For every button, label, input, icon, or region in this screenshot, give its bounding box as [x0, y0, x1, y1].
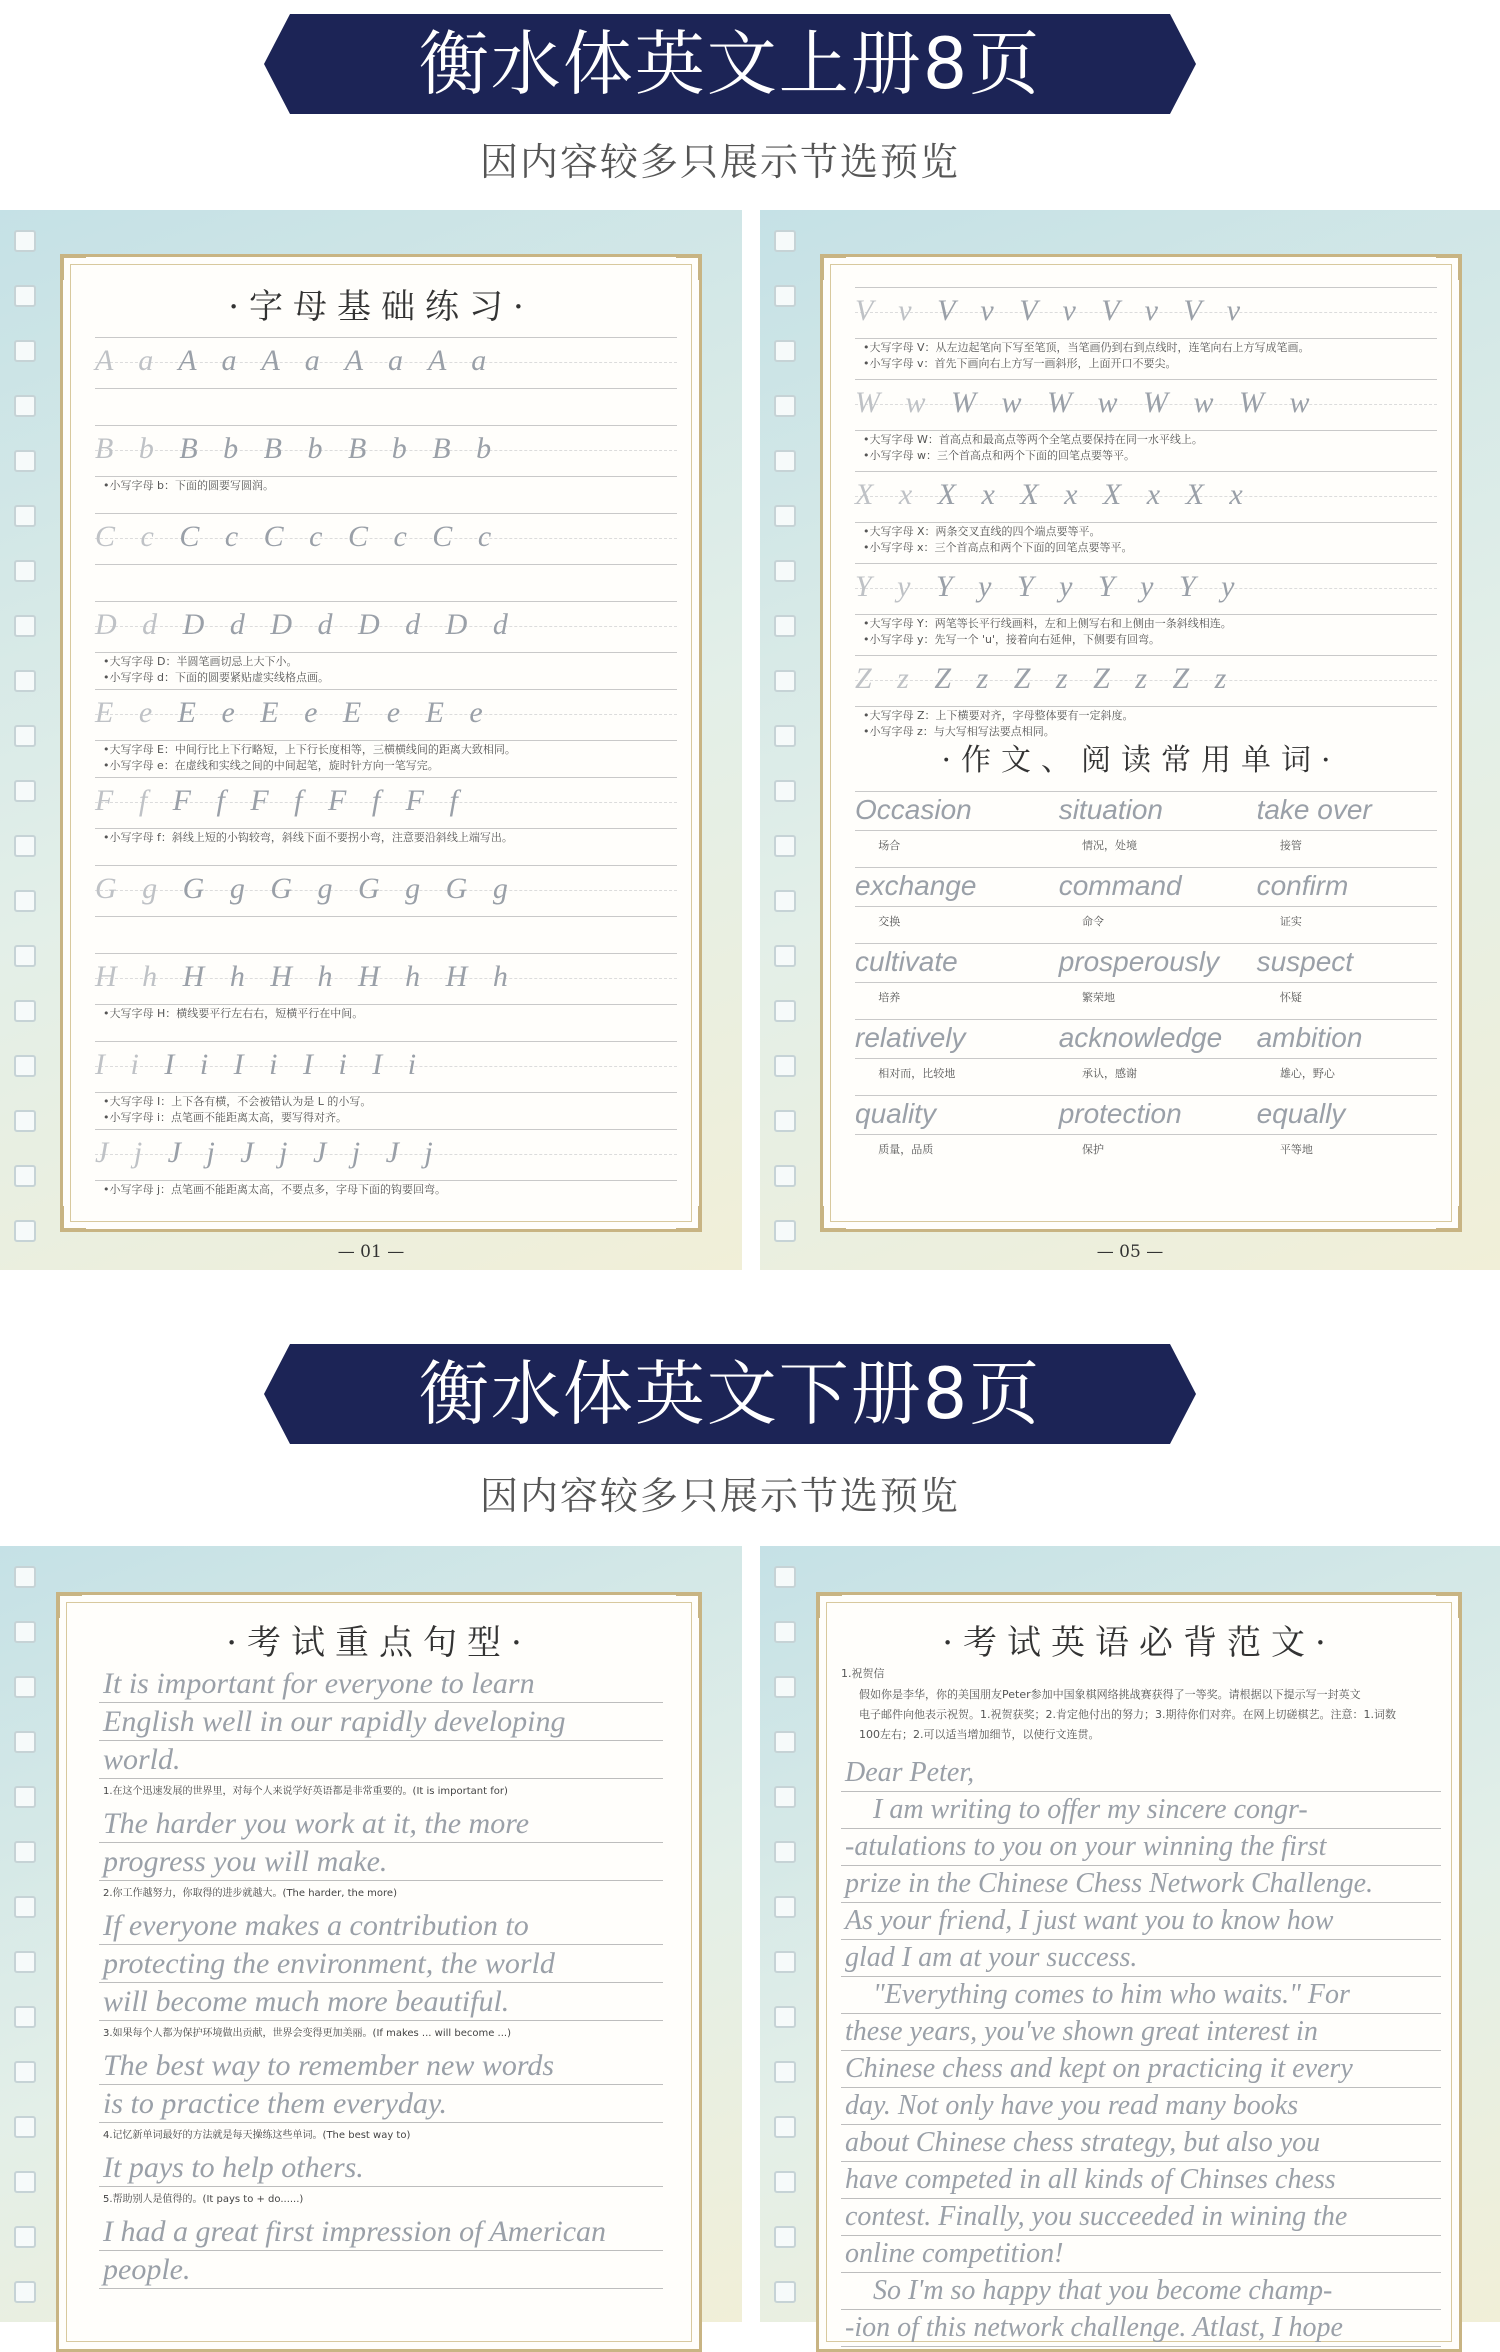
letter-practice — [95, 432, 677, 466]
copybook-sheet — [820, 254, 1462, 1232]
writing-line — [855, 563, 1437, 615]
essay-line: Chinese chess and kept on practicing it every — [841, 2051, 1441, 2088]
practice-letters: X x X x X x X x — [937, 478, 1243, 511]
binding-rings — [774, 1566, 796, 2336]
banner-bottom — [290, 1344, 1170, 1444]
letter-row — [95, 1041, 677, 1129]
writing-line — [855, 655, 1437, 707]
sentence-line: people. — [99, 2251, 663, 2289]
sentence-line: English well in our rapidly developing — [99, 1703, 663, 1741]
banner-subtitle: 因内容较多只展示节选预览 — [479, 1474, 960, 1518]
vocab-word-row — [855, 867, 1437, 907]
letter-note: •大写字母 W：首高点和最高点等两个全笔点要保持在同一水平线上。 — [863, 433, 1203, 446]
vocab-word: equally — [1256, 1098, 1346, 1129]
letter-note: •小写字母 j：点笔画不能距离太高，不要点多，字母下面的钩要回弯。 — [103, 1183, 447, 1196]
letter-row — [95, 337, 677, 425]
writing-line — [95, 953, 677, 1005]
banner-top — [290, 14, 1170, 114]
vocab-meaning: 繁荣地 — [1081, 991, 1115, 1004]
letter-row — [95, 513, 677, 601]
letter-practice — [95, 344, 677, 378]
vocab-meaning-row — [855, 983, 1437, 1005]
vocab-meaning-row — [855, 1135, 1437, 1157]
vocab-meaning: 保护 — [1081, 1143, 1104, 1156]
letter-practice — [855, 662, 1437, 696]
letter-note: •小写字母 d：下面的圆要紧贴虚实线格点画。 — [103, 671, 329, 684]
letter-row — [95, 777, 677, 865]
writing-line — [95, 425, 677, 477]
letter-note: •小写字母 y：先写一个 'u'，接着向右延伸，下侧要有回弯。 — [863, 633, 1161, 646]
vocab-word: confirm — [1256, 870, 1349, 901]
vocab-word: suspect — [1256, 946, 1354, 977]
vocab-word: protection — [1058, 1098, 1182, 1129]
prompt-line: 假如你是李华，你的美国朋友Peter参加中国象棋网络挑战赛获得了一等奖。请根据以下提示写一封英文 — [859, 1688, 1361, 1701]
ribbon-tip-right — [1170, 14, 1196, 114]
practice-letters: Y y Y y Y y Y y — [936, 570, 1235, 603]
practice-letters: D d D d D d D d — [182, 608, 508, 641]
binding-rings — [774, 230, 796, 1275]
writing-line — [95, 1129, 677, 1181]
binding-rings — [14, 1566, 36, 2336]
writing-line — [95, 337, 677, 389]
letter-practice-rows — [95, 337, 677, 1217]
essay-line: about Chinese chess strategy, but also you — [841, 2125, 1441, 2162]
letter-practice — [855, 386, 1437, 420]
letter-row — [95, 601, 677, 689]
copybook-sheet — [60, 254, 702, 1232]
practice-letters: H h H h H h H h — [182, 960, 508, 993]
essay-line: day. Not only have you read many books — [841, 2088, 1441, 2125]
letter-note: •小写字母 f：斜线上短的小钩较弯，斜线下面不要拐小弯，注意要沿斜线上端写出。 — [103, 831, 513, 844]
sentence-note: 2.你工作越努力，你取得的进步就越大。(The harder, the more) — [103, 1888, 397, 1899]
sentence-item — [99, 1665, 663, 1805]
writing-line — [855, 379, 1437, 431]
demo-letters: Z z — [855, 662, 909, 695]
writing-line — [95, 1041, 677, 1093]
preview-panel-page-01 — [0, 210, 742, 1270]
letter-practice — [95, 696, 677, 730]
writing-line — [95, 865, 677, 917]
preview-panel-sentences — [0, 1546, 742, 2322]
vocab-title: ·作文、阅读常用单词· — [941, 743, 1341, 778]
vocab-meaning-row — [855, 907, 1437, 929]
practice-letters: A a A a A a A a — [178, 344, 487, 377]
vocab-meaning: 平等地 — [1279, 1143, 1313, 1156]
letter-note: •小写字母 z：与大写相写法要点相同。 — [863, 725, 1055, 738]
letter-note: •小写字母 e：在虚线和实线之间的中间起笔，旋时针方向一笔写完。 — [103, 759, 439, 772]
practice-letters: E e E e E e E e — [177, 696, 483, 729]
letter-row — [855, 379, 1437, 471]
essay-line: "Everything comes to him who waits." For — [841, 1977, 1441, 2014]
essay-line: online competition! — [841, 2236, 1441, 2273]
prompt-line: 100左右；2.可以适当增加细节，以使行文连贯。 — [859, 1728, 1100, 1741]
demo-letters: W w — [855, 386, 926, 419]
letter-notes — [95, 477, 677, 513]
vocab-meaning: 培养 — [878, 991, 901, 1004]
vocab-meaning-row — [855, 1059, 1437, 1081]
writing-line — [95, 513, 677, 565]
sentence-line: It pays to help others. — [99, 2149, 663, 2187]
sentence-line: is to practice them everyday. — [99, 2085, 663, 2123]
vocab-meaning: 相对而，比较地 — [878, 1067, 956, 1080]
preview-panel-essay — [760, 1546, 1500, 2343]
copybook-sheet — [56, 1592, 702, 2352]
demo-letters: V v — [855, 294, 912, 327]
essay-line: glad I am at your success. — [841, 1940, 1441, 1977]
letter-notes — [95, 565, 677, 601]
essay-line: Dear Peter, — [841, 1755, 1441, 1792]
practice-letters: B b B b B b B b — [179, 432, 492, 465]
sentence-note: 3.如果每个人都为保护环境做出贡献，世界会变得更加美丽。(If makes ... will become ...) — [103, 2028, 511, 2039]
vocab-word: situation — [1058, 794, 1163, 825]
vocab-word: Occasion — [855, 794, 972, 825]
letter-note: •大写字母 Y：两笔等长平行线画料，左和上侧写右和上侧由一条斜线相连。 — [863, 617, 1232, 630]
vocab-table — [855, 777, 1437, 1157]
writing-line — [855, 287, 1437, 339]
essay-line: have competed in all kinds of Chinses chess — [841, 2162, 1441, 2199]
sentence-line: will become much more beautiful. — [99, 1983, 663, 2021]
vocab-word-row — [855, 791, 1437, 831]
letter-notes — [95, 829, 677, 865]
demo-letters: B b — [95, 432, 154, 465]
sentence-item — [99, 1907, 663, 2047]
letter-note: •小写字母 i：点笔画不能距离太高，要写得对齐。 — [103, 1111, 348, 1124]
essay-line: So I'm so happy that you become champ- — [841, 2273, 1441, 2310]
demo-letters: F f — [95, 784, 148, 817]
writing-line — [95, 689, 677, 741]
letter-note: •大写字母 H：横线要平行左右右，短横平行在中间。 — [103, 1007, 364, 1020]
sentence-item — [99, 2047, 663, 2149]
vocab-meaning: 承认，感谢 — [1081, 1067, 1137, 1080]
vocab-meaning: 情况，处境 — [1081, 839, 1137, 852]
letter-row — [95, 689, 677, 777]
sentence-line: If everyone makes a contribution to — [99, 1907, 663, 1945]
demo-letters: C c — [95, 520, 154, 553]
demo-letters: Y y — [855, 570, 911, 603]
sentence-item — [99, 1805, 663, 1907]
sentence-note: 5.帮助别人是值得的。(It pays to + do......) — [103, 2194, 304, 2205]
essay-line: I am writing to offer my sincere congr- — [841, 1792, 1441, 1829]
letter-practice — [95, 872, 677, 906]
practice-letters: J j J j J j J j — [167, 1136, 433, 1169]
sentence-line: progress you will make. — [99, 1843, 663, 1881]
demo-letters: H h — [95, 960, 158, 993]
essay-line: prize in the Chinese Chess Network Challenge. — [841, 1866, 1441, 1903]
sheet-title: ·字母基础练习· — [228, 287, 534, 327]
sentence-item — [99, 2213, 663, 2289]
letter-row — [855, 471, 1437, 563]
demo-letters: I i — [95, 1048, 139, 1081]
banner-subtitle: 因内容较多只展示节选预览 — [479, 140, 960, 184]
vocab-meaning: 质量，品质 — [878, 1143, 934, 1156]
vocab-meaning: 雄心，野心 — [1279, 1067, 1335, 1080]
demo-letters: A a — [95, 344, 154, 377]
practice-letters: C c C c C c C c — [179, 520, 492, 553]
sentence-note: 1.在这个迅速发展的世界里，对每个人来说学好英语都是非常重要的。(It is important for) — [103, 1786, 508, 1797]
writing-line — [855, 471, 1437, 523]
page-number: — 01 — — [337, 1242, 405, 1262]
essay-lines — [841, 1755, 1441, 2347]
banner-title: 衡水体英文上册8页 — [418, 23, 1042, 105]
writing-line — [95, 601, 677, 653]
sentence-note: 4.记忆新单词最好的方法就是每天操练这些单词。(The best way to) — [103, 2130, 411, 2141]
vocab-word-row — [855, 1019, 1437, 1059]
vocab-word: command — [1058, 870, 1182, 901]
practice-letters: V v V v V v V v — [937, 294, 1241, 327]
vocab-word-row — [855, 943, 1437, 983]
letter-note: •小写字母 b：下面的圆要写圆润。 — [103, 479, 274, 492]
letter-notes — [95, 1181, 677, 1217]
sheet-title: ·考试英语必背范文· — [942, 1623, 1336, 1663]
letter-notes — [95, 917, 677, 953]
vocab-word-row — [855, 1095, 1437, 1135]
sentence-item — [99, 2149, 663, 2213]
essay-prompt — [859, 1685, 1439, 1745]
essay-line: contest. Finally, you succeeded in wining the — [841, 2199, 1441, 2236]
letter-row — [95, 1129, 677, 1217]
sentence-line: protecting the environment, the world — [99, 1945, 663, 1983]
essay-prompt-label: 1.祝贺信 — [841, 1667, 885, 1680]
vocab-meaning: 场合 — [878, 839, 901, 852]
letter-row — [855, 563, 1437, 655]
letter-note: •小写字母 w：三个首高点和两个下面的回笔点要等平。 — [863, 449, 1135, 462]
letter-note: •大写字母 E：中间行比上下行略短，上下行长度相等，三横横线间的距离大致相同。 — [103, 743, 516, 756]
page-number: — 05 — — [1096, 1242, 1164, 1262]
letter-practice — [95, 520, 677, 554]
letter-row — [855, 287, 1437, 379]
vocab-word: acknowledge — [1058, 1022, 1223, 1053]
essay-line: -ion of this network challenge. Atlast, I hope — [841, 2310, 1441, 2347]
prompt-line: 电子邮件向他表示祝贺。1.祝贺获奖；2.肯定他付出的努力；3.期待你们对弈。在网上切磋棋艺。注意：1.词数 — [859, 1708, 1396, 1721]
letter-note: •大写字母 Z：上下横要对齐，字母整体要有一定斜度。 — [863, 709, 1134, 722]
letter-notes — [855, 523, 1437, 563]
letter-practice — [95, 960, 677, 994]
letter-note: •大写字母 D：半圆笔画切忌上大下小。 — [103, 655, 298, 668]
binding-rings — [14, 230, 36, 1275]
demo-letters: D d — [95, 608, 158, 641]
demo-letters: X x — [855, 478, 913, 511]
letter-notes — [95, 653, 677, 689]
sentence-line: It is important for everyone to learn — [99, 1665, 663, 1703]
letter-notes — [95, 1093, 677, 1129]
vocab-meaning: 接管 — [1279, 839, 1302, 852]
sheet-title: ·考试重点句型· — [226, 1623, 532, 1663]
practice-letters: W w W w W w W w — [951, 386, 1310, 419]
essay-line: As your friend, I just want you to know how — [841, 1903, 1441, 1940]
letter-row — [95, 865, 677, 953]
vocab-word: cultivate — [855, 946, 958, 977]
letter-notes — [95, 741, 677, 777]
essay-line: these years, you've shown great interest in — [841, 2014, 1441, 2051]
vocab-meaning: 交换 — [878, 915, 901, 928]
letter-practice — [95, 608, 677, 642]
writing-line — [95, 777, 677, 829]
letter-row — [95, 953, 677, 1041]
letter-notes — [95, 1005, 677, 1041]
letter-practice — [95, 1048, 677, 1082]
ribbon-tip-left — [264, 1344, 290, 1444]
vocab-meaning-row — [855, 831, 1437, 853]
vocab-word: take over — [1256, 794, 1372, 825]
letter-note: •大写字母 V：从左边起笔向下写至笔顶，当笔画仍到右到点线时，连笔向右上方写成笔画。 — [863, 341, 1310, 354]
vocab-word: exchange — [855, 870, 977, 901]
letter-row — [95, 425, 677, 513]
sentence-line: The best way to remember new words — [99, 2047, 663, 2085]
letter-note: •大写字母 X：两条交叉直线的四个端点要等平。 — [863, 525, 1101, 538]
vocab-meaning: 命令 — [1081, 915, 1104, 928]
demo-letters: G g — [95, 872, 158, 905]
ribbon-tip-left — [264, 14, 290, 114]
letter-notes — [855, 615, 1437, 655]
vocab-word: quality — [855, 1098, 936, 1129]
demo-letters: J j — [95, 1136, 143, 1169]
letter-practice-rows — [855, 287, 1437, 747]
practice-letters: G g G g G g G g — [182, 872, 508, 905]
letter-practice — [95, 784, 677, 818]
vocab-word: prosperously — [1058, 946, 1219, 977]
practice-letters: F f F f F f F f — [172, 784, 458, 817]
vocab-meaning: 怀疑 — [1279, 991, 1302, 1004]
demo-letters: E e — [95, 696, 153, 729]
ribbon-tip-right — [1170, 1344, 1196, 1444]
vocab-meaning: 证实 — [1279, 915, 1302, 928]
practice-letters: Z z Z z Z z Z z — [934, 662, 1227, 695]
letter-practice — [855, 294, 1437, 328]
vocab-word: ambition — [1256, 1022, 1363, 1053]
preview-panel-page-05 — [760, 210, 1500, 1270]
sentence-line: world. — [99, 1741, 663, 1779]
sentence-list — [99, 1665, 663, 2289]
letter-row — [855, 655, 1437, 747]
letter-notes — [95, 389, 677, 425]
letter-practice — [855, 570, 1437, 604]
essay-line: -atulations to you on your winning the first — [841, 1829, 1441, 1866]
letter-note: •大写字母 I：上下各有横，不会被错认为是 L 的小写。 — [103, 1095, 372, 1108]
letter-practice — [855, 478, 1437, 512]
banner-title: 衡水体英文下册8页 — [418, 1353, 1042, 1435]
vocab-word: relatively — [855, 1022, 966, 1053]
letter-notes — [855, 431, 1437, 471]
letter-notes — [855, 339, 1437, 379]
copybook-sheet — [816, 1592, 1462, 2352]
sentence-line: I had a great first impression of American — [99, 2213, 663, 2251]
letter-practice — [95, 1136, 677, 1170]
letter-note: •小写字母 x：三个首高点和两个下面的回笔点要等平。 — [863, 541, 1133, 554]
letter-note: •小写字母 v：首先下画向右上方写一画斜形，上面开口不要尖。 — [863, 357, 1177, 370]
practice-letters: I i I i I i I i — [164, 1048, 417, 1081]
sentence-line: The harder you work at it, the more — [99, 1805, 663, 1843]
